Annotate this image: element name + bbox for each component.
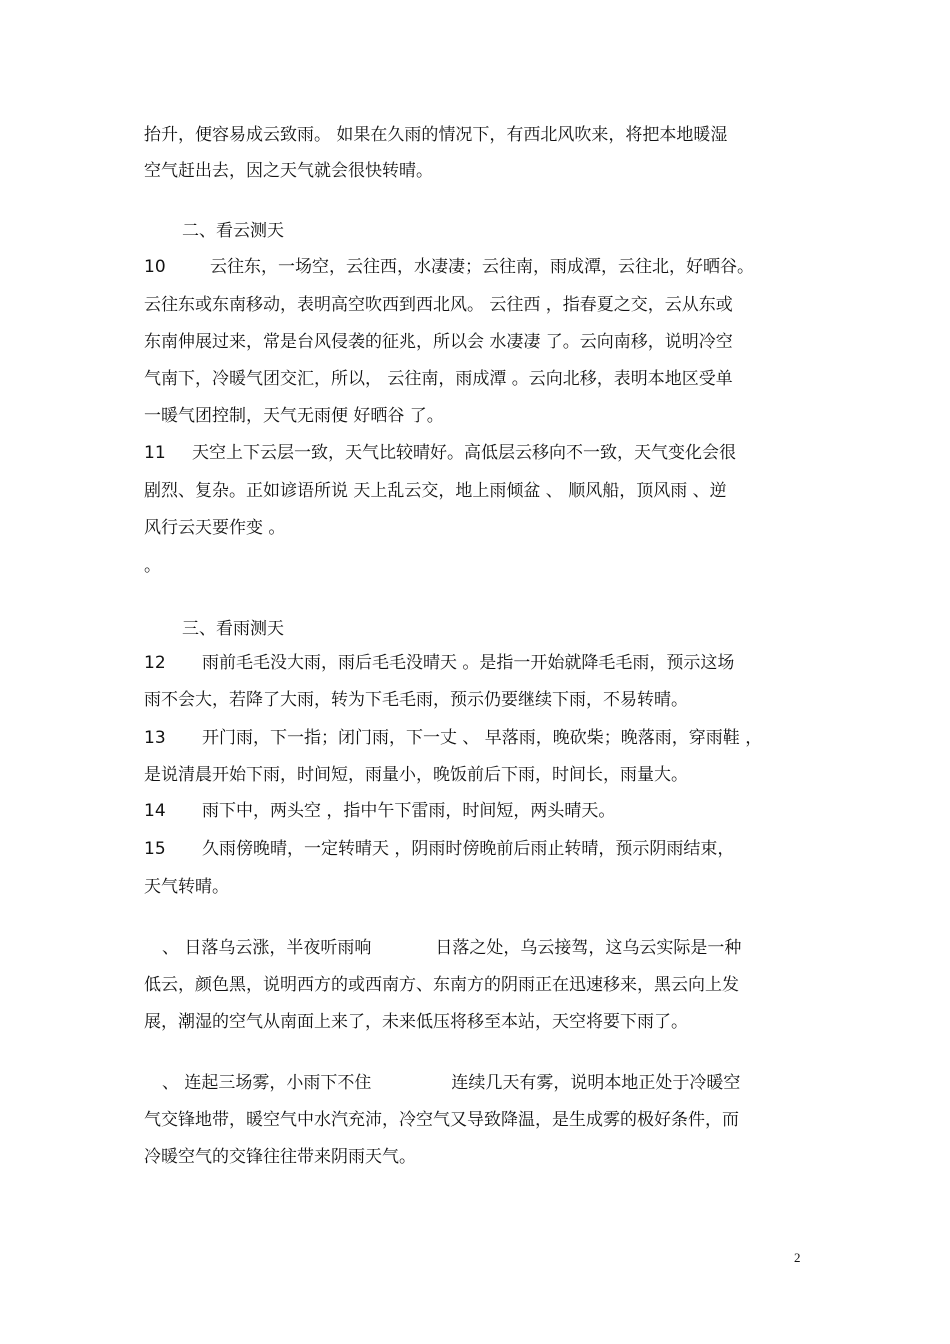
- paragraph-line: 冷暖空气的交锋往往带来阴雨天气。: [144, 1147, 416, 1167]
- paragraph-line: 雨不会大，若降了大雨，转为下毛毛雨，预示仍要继续下雨，不易转晴。: [144, 690, 688, 710]
- item-text: 开门雨，下一指；闭门雨，下一丈 、 早落雨，晚砍柴；晚落雨，穿雨鞋 ，: [202, 728, 763, 748]
- paragraph-line: 剧烈、复杂。正如谚语所说 天上乱云交，地上雨倾盆 、 顺风船，顶风雨 、逆: [144, 481, 727, 501]
- paragraph-line: 天气转晴。: [144, 877, 229, 897]
- proverb-title: 、 连起三场雾，小雨下不住: [162, 1073, 372, 1093]
- proverb-title: 、 日落乌云涨，半夜听雨响: [162, 938, 372, 958]
- numbered-item-12: [144, 652, 808, 676]
- numbered-item-13: [144, 727, 808, 751]
- paragraph-line: 是说清晨开始下雨，时间短，雨量小，晚饭前后下雨，时间长，雨量大。: [144, 765, 688, 785]
- item-number: 13: [144, 728, 166, 748]
- paragraph-line: 一暖气团控制，天气无雨便 好晒谷 了。: [144, 406, 444, 426]
- numbered-item-15: [144, 838, 808, 862]
- paragraph-line: 风行云天要作变 。: [144, 518, 286, 538]
- paragraph-line: 气交锋地带，暖空气中水汽充沛，冷空气又导致降温，是生成雾的极好条件，而: [144, 1110, 739, 1130]
- proverb-line: [144, 1072, 808, 1096]
- paragraph-line: 展，潮湿的空气从南面上来了，未来低压将移至本站，天空将要下雨了。: [144, 1012, 688, 1032]
- paragraph-line: 空气赶出去，因之天气就会很快转晴。: [144, 161, 433, 181]
- item-text: 久雨傍晚晴，一定转晴天 ，阴雨时傍晚前后雨止转晴，预示阴雨结束，: [202, 839, 735, 859]
- numbered-item-10: [144, 256, 808, 280]
- item-number: 14: [144, 801, 166, 821]
- item-text: 云往东，一场空，云往西，水凄凄；云往南，雨成潭，云往北，好晒谷。: [210, 257, 754, 277]
- paragraph-line: 。: [144, 556, 161, 576]
- numbered-item-11: [144, 442, 808, 466]
- paragraph-line: 云往东或东南移动，表明高空吹西到西北风。 云往西 ，指春夏之交，云从东或: [144, 295, 733, 315]
- paragraph-line: 气南下，冷暖气团交汇，所以， 云往南，雨成潭 。云向北移，表明本地区受单: [144, 369, 733, 389]
- proverb-text: 日落之处，乌云接驾，这乌云实际是一种: [435, 938, 742, 958]
- numbered-item-14: [144, 800, 808, 824]
- item-number: 12: [144, 653, 166, 673]
- item-text: 天空上下云层一致，天气比较晴好。高低层云移向不一致，天气变化会很: [192, 443, 736, 463]
- section-heading: 二、看云测天: [182, 221, 284, 241]
- proverb-text: 连续几天有雾，说明本地正处于冷暖空: [451, 1073, 741, 1093]
- page-number: 2: [794, 1250, 801, 1265]
- section-heading: 三、看雨测天: [182, 619, 284, 639]
- item-text: 雨前毛毛没大雨，雨后毛毛没晴天 。是指一开始就降毛毛雨，预示这场: [202, 653, 735, 673]
- paragraph-line: 抬升，便容易成云致雨。 如果在久雨的情况下，有西北风吹来，将把本地暖湿: [144, 125, 728, 145]
- item-number: 15: [144, 839, 166, 859]
- proverb-line: [144, 937, 808, 961]
- paragraph-line: 东南伸展过来，常是台风侵袭的征兆，所以会 水凄凄 了。云向南移，说明冷空: [144, 332, 733, 352]
- item-text: 雨下中，两头空 ，指中午下雷雨，时间短，两头晴天。: [202, 801, 616, 821]
- item-number: 11: [144, 443, 166, 463]
- paragraph-line: 低云，颜色黑，说明西方的或西南方、东南方的阴雨正在迅速移来，黑云向上发: [144, 975, 739, 995]
- item-number: 10: [144, 257, 166, 277]
